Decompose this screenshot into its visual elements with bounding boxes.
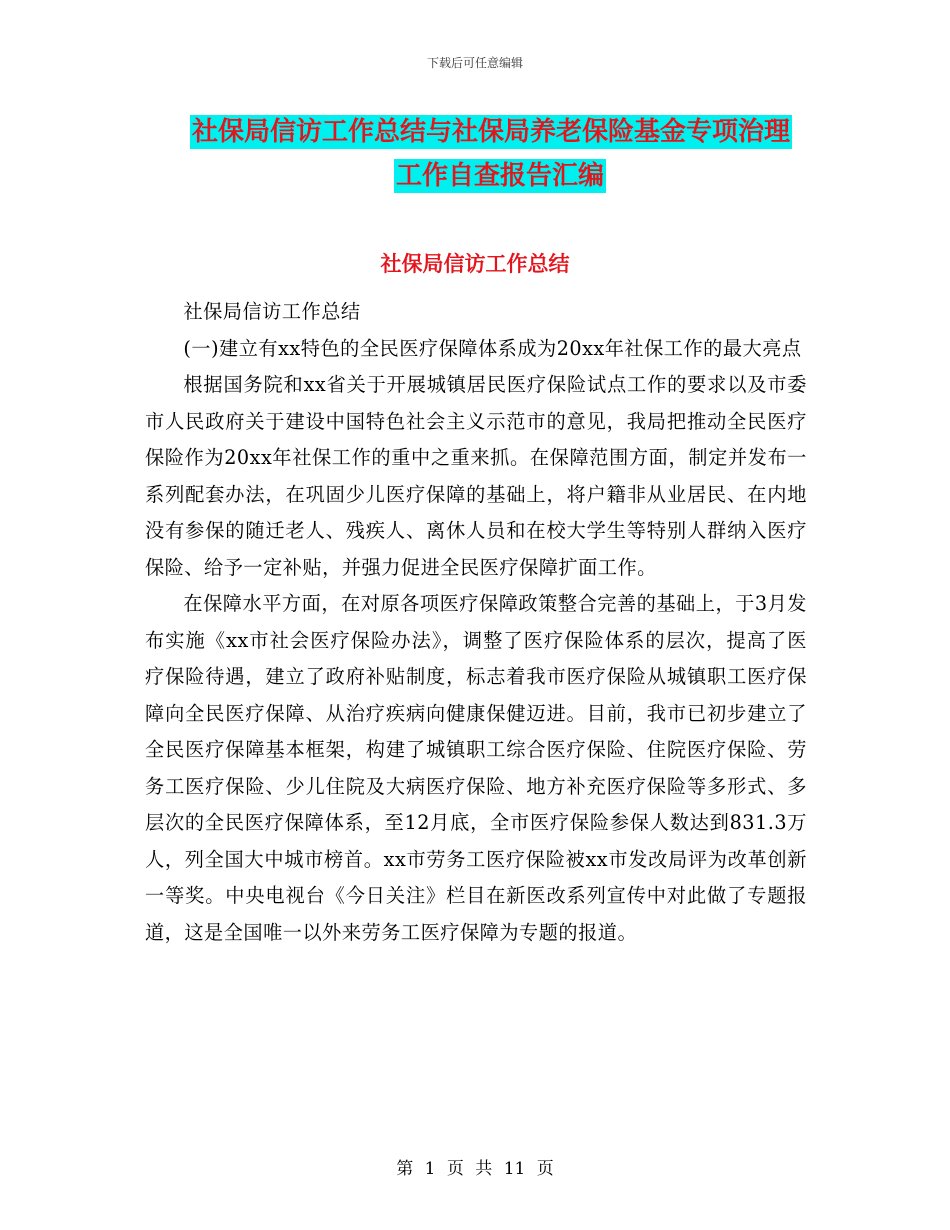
body-text xyxy=(145,294,807,951)
page-footer: 第 1 页 共 11 页 xyxy=(396,1159,554,1179)
paragraph: 社保局信访工作总结 xyxy=(183,300,361,323)
document-title xyxy=(190,110,810,198)
paragraph: 根据国务院和xx省关于开展城镇居民医疗保险试点工作的要求以及市委市人民政府关于建设中国特色社会主义示范市的意见，我局把推动全民医疗保险作为20xx年社保工作的重中之重来抓。在保障范围方面，制定并发布一系列配套办法，在巩固少儿医疗保障的基础上，将户籍非从业居民、在内地没有参保的随迁老人、残疾人、离休人员和在校大学生等特别人群纳入医疗保险、给予一定补贴，并强力促进全民医疗保障扩面工作。 xyxy=(145,373,807,579)
paragraph: (一)建立有xx特色的全民医疗保障体系成为20xx年社保工作的最大亮点 xyxy=(183,336,802,360)
paragraph: 在保障水平方面，在对原各项医疗保障政策整合完善的基础上，于3月发布实施《xx市社会医疗保险办法》，调整了医疗保险体系的层次，提高了医疗保险待遇，建立了政府补贴制度，标志着我市医疗保险从城镇职工医疗保障向全民医疗保障、从治疗疾病向健康保健迈进。目前，我市已初步建立了全民医疗保障基本框架，构建了城镇职工综合医疗保险、住院医疗保险、劳务工医疗保险、少儿住院及大病医疗保险、地方补充医疗保险等多形式、多层次的全民医疗保障体系，至12月底，全市医疗保险参保人数达到831.3万人，列全国大中城市榜首。xx市劳务工医疗保险被xx市发改局评为改革创新一等奖。中央电视台《今日关注》栏目在新医改系列宣传中对此做了专题报道，这是全国唯一以外来劳务工医疗保障为专题的报道。 xyxy=(145,592,807,944)
title-line-2: 工作自查报告汇编 xyxy=(395,161,604,191)
title-line-1: 社保局信访工作总结与社保局养老保险基金专项治理 xyxy=(192,117,791,147)
header-note: 下载后可任意编辑 xyxy=(426,56,523,70)
section-title: 社保局信访工作总结 xyxy=(380,252,570,276)
